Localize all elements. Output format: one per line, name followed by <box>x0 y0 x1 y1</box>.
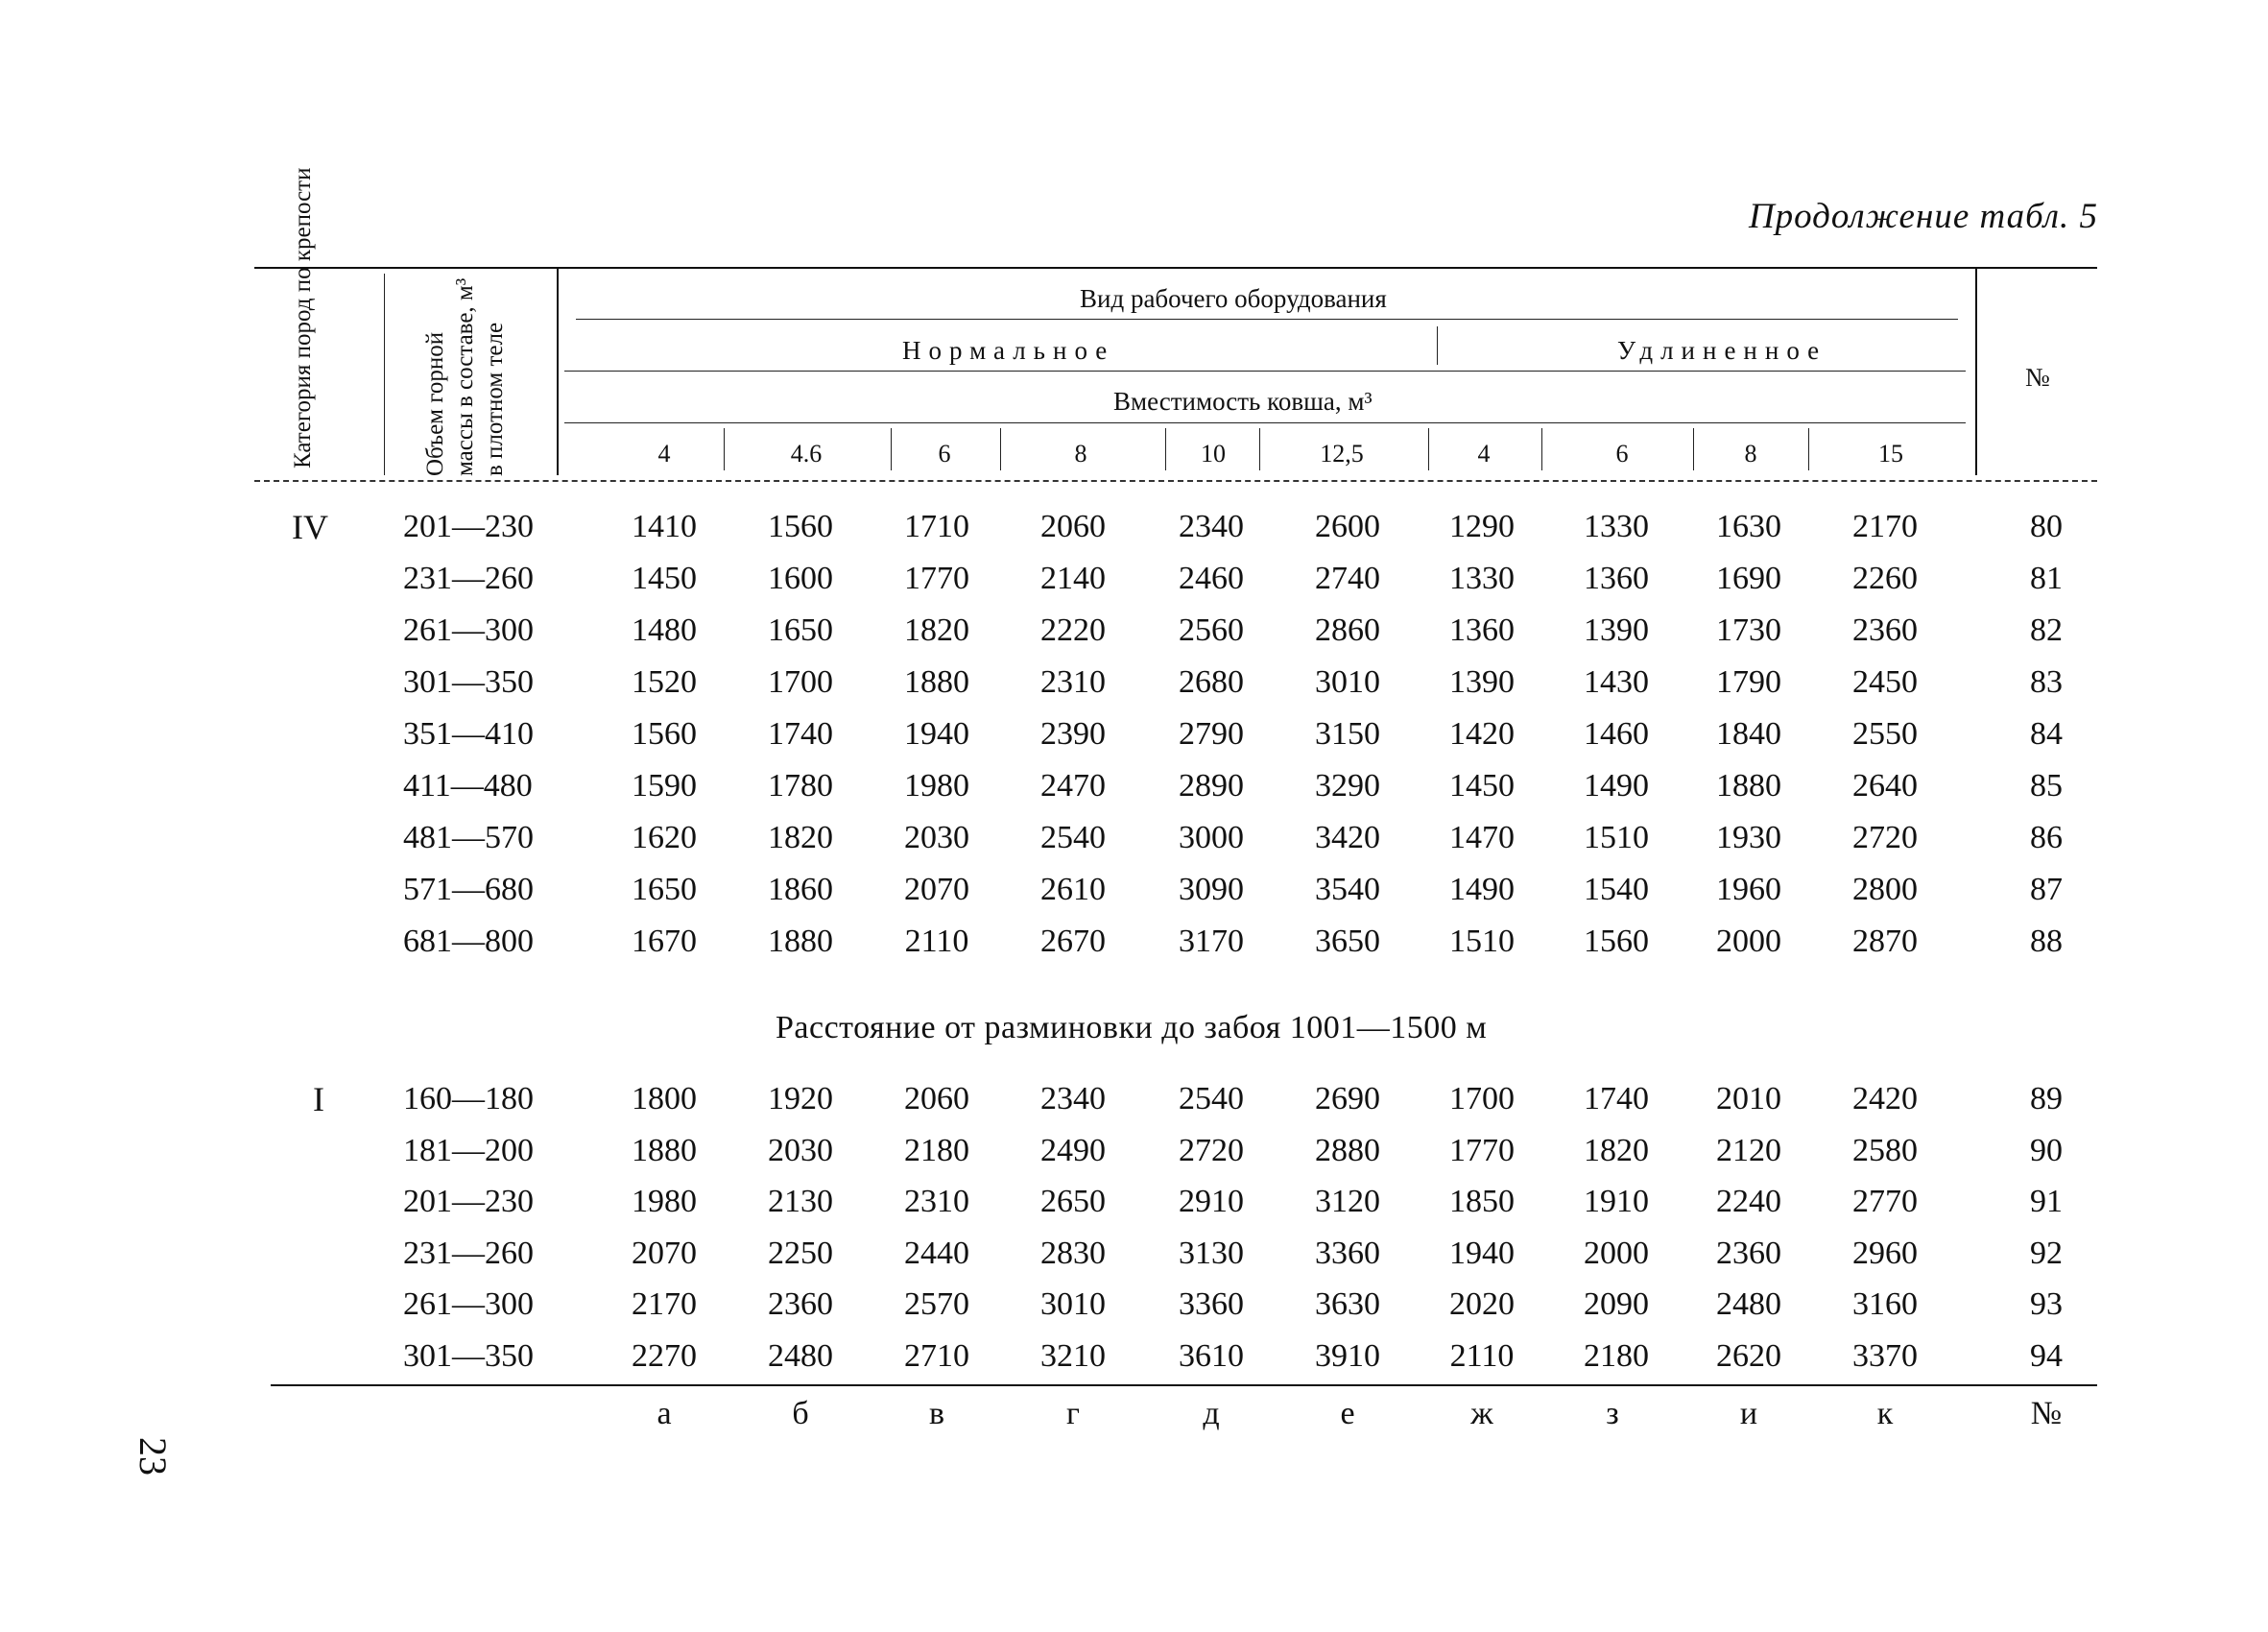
value-cell: 2360 <box>768 1286 833 1322</box>
bucket-size: 12,5 <box>1320 440 1364 468</box>
value-cell: 2360 <box>1852 612 1918 648</box>
value-cell: 2580 <box>1852 1132 1918 1168</box>
volume-cell: 231—260 <box>403 561 534 596</box>
value-cell: 2000 <box>1716 924 1781 959</box>
header-divider-type <box>1437 326 1438 365</box>
volume-cell: 160—180 <box>403 1081 534 1116</box>
value-cell: 2570 <box>904 1286 969 1322</box>
value-cell: 1880 <box>1716 768 1781 804</box>
row-number-cell: 94 <box>2030 1337 2063 1374</box>
bucket-divider <box>1259 428 1260 470</box>
value-cell: 1330 <box>1584 509 1649 544</box>
value-cell: 3160 <box>1852 1286 1918 1322</box>
value-cell: 2710 <box>904 1337 969 1374</box>
bucket-divider <box>1165 428 1166 470</box>
column-letter: ж <box>1470 1396 1493 1431</box>
value-cell: 1820 <box>768 820 833 855</box>
bucket-divider <box>1693 428 1694 470</box>
value-cell: 2870 <box>1852 924 1918 959</box>
value-cell: 3290 <box>1315 768 1380 804</box>
value-cell: 2620 <box>1716 1337 1781 1374</box>
value-cell: 2030 <box>768 1132 833 1168</box>
value-cell: 2180 <box>1584 1337 1649 1374</box>
value-cell: 2010 <box>1716 1081 1781 1116</box>
value-cell: 1670 <box>632 924 697 959</box>
value-cell: 1410 <box>632 509 697 544</box>
row-number-cell: 92 <box>2030 1235 2063 1271</box>
value-cell: 1450 <box>632 561 697 596</box>
value-cell: 3170 <box>1179 924 1244 959</box>
header-rule-type <box>564 371 1966 372</box>
table-bottom-rule <box>271 1384 2097 1386</box>
value-cell: 3420 <box>1315 820 1380 855</box>
volume-cell: 411—480 <box>403 768 533 804</box>
value-cell: 2640 <box>1852 768 1918 804</box>
value-cell: 1740 <box>1584 1081 1649 1116</box>
section2-title: Расстояние от разминовки до забоя 1001—1500 м <box>776 1010 1488 1045</box>
value-cell: 2690 <box>1315 1081 1380 1116</box>
volume-cell: 681—800 <box>403 924 534 959</box>
value-cell: 1880 <box>768 924 833 959</box>
value-cell: 2830 <box>1040 1235 1106 1271</box>
value-cell: 3370 <box>1852 1337 1918 1374</box>
value-cell: 2960 <box>1852 1235 1918 1271</box>
row-number-cell: 91 <box>2030 1184 2063 1219</box>
value-cell: 2390 <box>1040 716 1106 752</box>
value-cell: 2070 <box>632 1235 697 1271</box>
volume-cell: 261—300 <box>403 1286 534 1322</box>
value-cell: 1650 <box>632 872 697 907</box>
value-cell: 2270 <box>632 1337 697 1374</box>
value-cell: 2560 <box>1179 612 1244 648</box>
value-cell: 1980 <box>904 768 969 804</box>
column-letter: б <box>792 1396 809 1431</box>
header-divider-category <box>384 274 385 475</box>
value-cell: 1430 <box>1584 664 1649 700</box>
value-cell: 1560 <box>768 509 833 544</box>
row-number-cell: 93 <box>2030 1286 2063 1322</box>
value-cell: 1850 <box>1449 1184 1515 1219</box>
value-cell: 1690 <box>1716 561 1781 596</box>
row-number-cell: 88 <box>2030 924 2063 959</box>
bucket-size: 8 <box>1074 440 1087 468</box>
value-cell: 2470 <box>1040 768 1106 804</box>
value-cell: 1360 <box>1449 612 1515 648</box>
row-number-cell: 82 <box>2030 612 2063 648</box>
value-cell: 2180 <box>904 1132 969 1168</box>
value-cell: 2740 <box>1315 561 1380 596</box>
value-cell: 2460 <box>1179 561 1244 596</box>
row-number-cell: 86 <box>2030 820 2063 855</box>
header-divider-number <box>1975 269 1977 475</box>
value-cell: 2480 <box>768 1337 833 1374</box>
column-letter: е <box>1340 1396 1355 1431</box>
value-cell: 2020 <box>1449 1286 1515 1322</box>
bucket-divider <box>1428 428 1429 470</box>
value-cell: 3120 <box>1315 1184 1380 1219</box>
volume-cell: 481—570 <box>403 820 534 855</box>
value-cell: 1740 <box>768 716 833 752</box>
category-header: Категория пород по крепости <box>290 167 316 468</box>
bucket-divider <box>724 428 725 470</box>
row-number-cell: 87 <box>2030 872 2063 907</box>
volume-cell: 301—350 <box>403 1337 534 1374</box>
value-cell: 2880 <box>1315 1132 1380 1168</box>
value-cell: 2890 <box>1179 768 1244 804</box>
value-cell: 2910 <box>1179 1184 1244 1219</box>
header-divider-volume <box>557 269 559 475</box>
bucket-size: 4 <box>657 440 671 468</box>
value-cell: 1820 <box>904 612 969 648</box>
column-letter: в <box>928 1396 945 1431</box>
value-cell: 1710 <box>904 509 969 544</box>
volume-cell: 181—200 <box>403 1132 534 1168</box>
value-cell: 2670 <box>1040 924 1106 959</box>
value-cell: 3610 <box>1179 1337 1244 1374</box>
row-number-cell: 80 <box>2030 509 2063 544</box>
volume-cell: 201—230 <box>403 509 534 544</box>
volume-header: Объем горной массы в составе, м³ в плотном теле <box>422 277 508 476</box>
bucket-divider <box>1541 428 1542 470</box>
value-cell: 1470 <box>1449 820 1515 855</box>
value-cell: 1840 <box>1716 716 1781 752</box>
value-cell: 2240 <box>1716 1184 1781 1219</box>
value-cell: 1700 <box>1449 1081 1515 1116</box>
bucket-size: 10 <box>1201 440 1226 468</box>
value-cell: 1930 <box>1716 820 1781 855</box>
value-cell: 3130 <box>1179 1235 1244 1271</box>
value-cell: 3090 <box>1179 872 1244 907</box>
value-cell: 2340 <box>1040 1081 1106 1116</box>
value-cell: 1770 <box>1449 1132 1515 1168</box>
value-cell: 1880 <box>904 664 969 700</box>
value-cell: 1490 <box>1449 872 1515 907</box>
value-cell: 2720 <box>1852 820 1918 855</box>
value-cell: 2650 <box>1040 1184 1106 1219</box>
value-cell: 2220 <box>1040 612 1106 648</box>
category-cell: I <box>313 1080 324 1118</box>
value-cell: 1790 <box>1716 664 1781 700</box>
value-cell: 3360 <box>1315 1235 1380 1271</box>
value-cell: 2480 <box>1716 1286 1781 1322</box>
value-cell: 3010 <box>1315 664 1380 700</box>
page-number: 23 <box>131 1437 175 1476</box>
table-top-rule <box>254 267 2097 269</box>
value-cell: 1800 <box>632 1081 697 1116</box>
normal-header: Нормальное <box>902 336 1115 365</box>
volume-cell: 231—260 <box>403 1235 534 1271</box>
value-cell: 3650 <box>1315 924 1380 959</box>
value-cell: 2250 <box>768 1235 833 1271</box>
row-number-cell: 85 <box>2030 768 2063 804</box>
bucket-size: 8 <box>1744 440 1757 468</box>
value-cell: 1420 <box>1449 716 1515 752</box>
value-cell: 1940 <box>904 716 969 752</box>
volume-cell: 201—230 <box>403 1184 534 1219</box>
bucket-size: 4.6 <box>790 440 823 468</box>
value-cell: 1540 <box>1584 872 1649 907</box>
value-cell: 3210 <box>1040 1337 1106 1374</box>
header-rule-equipment <box>576 319 1958 320</box>
bucket-divider <box>1000 428 1001 470</box>
value-cell: 1620 <box>632 820 697 855</box>
value-cell: 1450 <box>1449 768 1515 804</box>
value-cell: 2540 <box>1040 820 1106 855</box>
value-cell: 2440 <box>904 1235 969 1271</box>
value-cell: 1560 <box>1584 924 1649 959</box>
value-cell: 2000 <box>1584 1235 1649 1271</box>
value-cell: 2790 <box>1179 716 1244 752</box>
column-letter: а <box>657 1396 672 1431</box>
value-cell: 3000 <box>1179 820 1244 855</box>
value-cell: 2610 <box>1040 872 1106 907</box>
value-cell: 2540 <box>1179 1081 1244 1116</box>
value-cell: 3540 <box>1315 872 1380 907</box>
row-number-cell: 90 <box>2030 1132 2063 1168</box>
volume-cell: 261—300 <box>403 612 534 648</box>
value-cell: 2070 <box>904 872 969 907</box>
value-cell: 1980 <box>632 1184 697 1219</box>
value-cell: 2340 <box>1179 509 1244 544</box>
category-cell: IV <box>292 508 328 546</box>
value-cell: 2680 <box>1179 664 1244 700</box>
value-cell: 3630 <box>1315 1286 1380 1322</box>
value-cell: 2420 <box>1852 1081 1918 1116</box>
column-letter: г <box>1066 1396 1080 1431</box>
value-cell: 2060 <box>904 1081 969 1116</box>
header-bottom-rule <box>254 480 2097 482</box>
value-cell: 1390 <box>1449 664 1515 700</box>
value-cell: 1360 <box>1584 561 1649 596</box>
value-cell: 1520 <box>632 664 697 700</box>
value-cell: 1560 <box>632 716 697 752</box>
volume-cell: 351—410 <box>403 716 534 752</box>
value-cell: 1490 <box>1584 768 1649 804</box>
volume-cell: 301—350 <box>403 664 534 700</box>
column-letter: к <box>1876 1396 1894 1431</box>
value-cell: 2860 <box>1315 612 1380 648</box>
bucket-size: 6 <box>938 440 951 468</box>
value-cell: 1600 <box>768 561 833 596</box>
value-cell: 2600 <box>1315 509 1380 544</box>
value-cell: 1880 <box>632 1132 697 1168</box>
value-cell: 2140 <box>1040 561 1106 596</box>
value-cell: 1510 <box>1584 820 1649 855</box>
header-rule-bucket <box>564 422 1966 423</box>
value-cell: 1770 <box>904 561 969 596</box>
value-cell: 3910 <box>1315 1337 1380 1374</box>
value-cell: 1480 <box>632 612 697 648</box>
value-cell: 2450 <box>1852 664 1918 700</box>
value-cell: 2800 <box>1852 872 1918 907</box>
value-cell: 1780 <box>768 768 833 804</box>
value-cell: 2360 <box>1716 1235 1781 1271</box>
value-cell: 2310 <box>1040 664 1106 700</box>
value-cell: 1390 <box>1584 612 1649 648</box>
value-cell: 2310 <box>904 1184 969 1219</box>
extended-header: Удлиненное <box>1617 336 1827 365</box>
value-cell: 2770 <box>1852 1184 1918 1219</box>
column-letter: з <box>1606 1396 1619 1431</box>
value-cell: 2170 <box>1852 509 1918 544</box>
value-cell: 2030 <box>904 820 969 855</box>
value-cell: 1920 <box>768 1081 833 1116</box>
value-cell: 3010 <box>1040 1286 1106 1322</box>
value-cell: 1820 <box>1584 1132 1649 1168</box>
value-cell: 1700 <box>768 664 833 700</box>
value-cell: 3150 <box>1315 716 1380 752</box>
value-cell: 2120 <box>1716 1132 1781 1168</box>
value-cell: 1460 <box>1584 716 1649 752</box>
column-letter: д <box>1203 1396 1220 1431</box>
footer-number-label: № <box>2030 1396 2063 1431</box>
value-cell: 2110 <box>904 924 969 959</box>
row-number-cell: 81 <box>2030 561 2063 596</box>
value-cell: 1510 <box>1449 924 1515 959</box>
value-cell: 1290 <box>1449 509 1515 544</box>
row-number-cell: 89 <box>2030 1081 2063 1116</box>
value-cell: 2260 <box>1852 561 1918 596</box>
bucket-size: 15 <box>1878 440 1903 468</box>
row-number-cell: 83 <box>2030 664 2063 700</box>
value-cell: 1860 <box>768 872 833 907</box>
bucket-size: 4 <box>1477 440 1491 468</box>
value-cell: 2490 <box>1040 1132 1106 1168</box>
value-cell: 2170 <box>632 1286 697 1322</box>
bucket-divider <box>1808 428 1809 470</box>
volume-cell: 571—680 <box>403 872 534 907</box>
value-cell: 2550 <box>1852 716 1918 752</box>
value-cell: 3360 <box>1179 1286 1244 1322</box>
value-cell: 1650 <box>768 612 833 648</box>
bucket-size: 6 <box>1615 440 1629 468</box>
value-cell: 1330 <box>1449 561 1515 596</box>
value-cell: 1910 <box>1584 1184 1649 1219</box>
value-cell: 2110 <box>1449 1337 1515 1374</box>
row-number-cell: 84 <box>2030 716 2063 752</box>
value-cell: 1940 <box>1449 1235 1515 1271</box>
value-cell: 2060 <box>1040 509 1106 544</box>
value-cell: 2090 <box>1584 1286 1649 1322</box>
value-cell: 1730 <box>1716 612 1781 648</box>
value-cell: 2130 <box>768 1184 833 1219</box>
column-letter: и <box>1739 1396 1758 1431</box>
value-cell: 1960 <box>1716 872 1781 907</box>
value-cell: 2720 <box>1179 1132 1244 1168</box>
number-header: № <box>2025 363 2050 392</box>
bucket-divider <box>891 428 892 470</box>
value-cell: 1630 <box>1716 509 1781 544</box>
bucket-capacity-header: Вместимость ковша, м³ <box>1113 387 1373 416</box>
value-cell: 1590 <box>632 768 697 804</box>
table-continuation-title: Продолжение табл. 5 <box>1748 197 2098 236</box>
equipment-type-header: Вид рабочего оборудования <box>1080 284 1387 313</box>
